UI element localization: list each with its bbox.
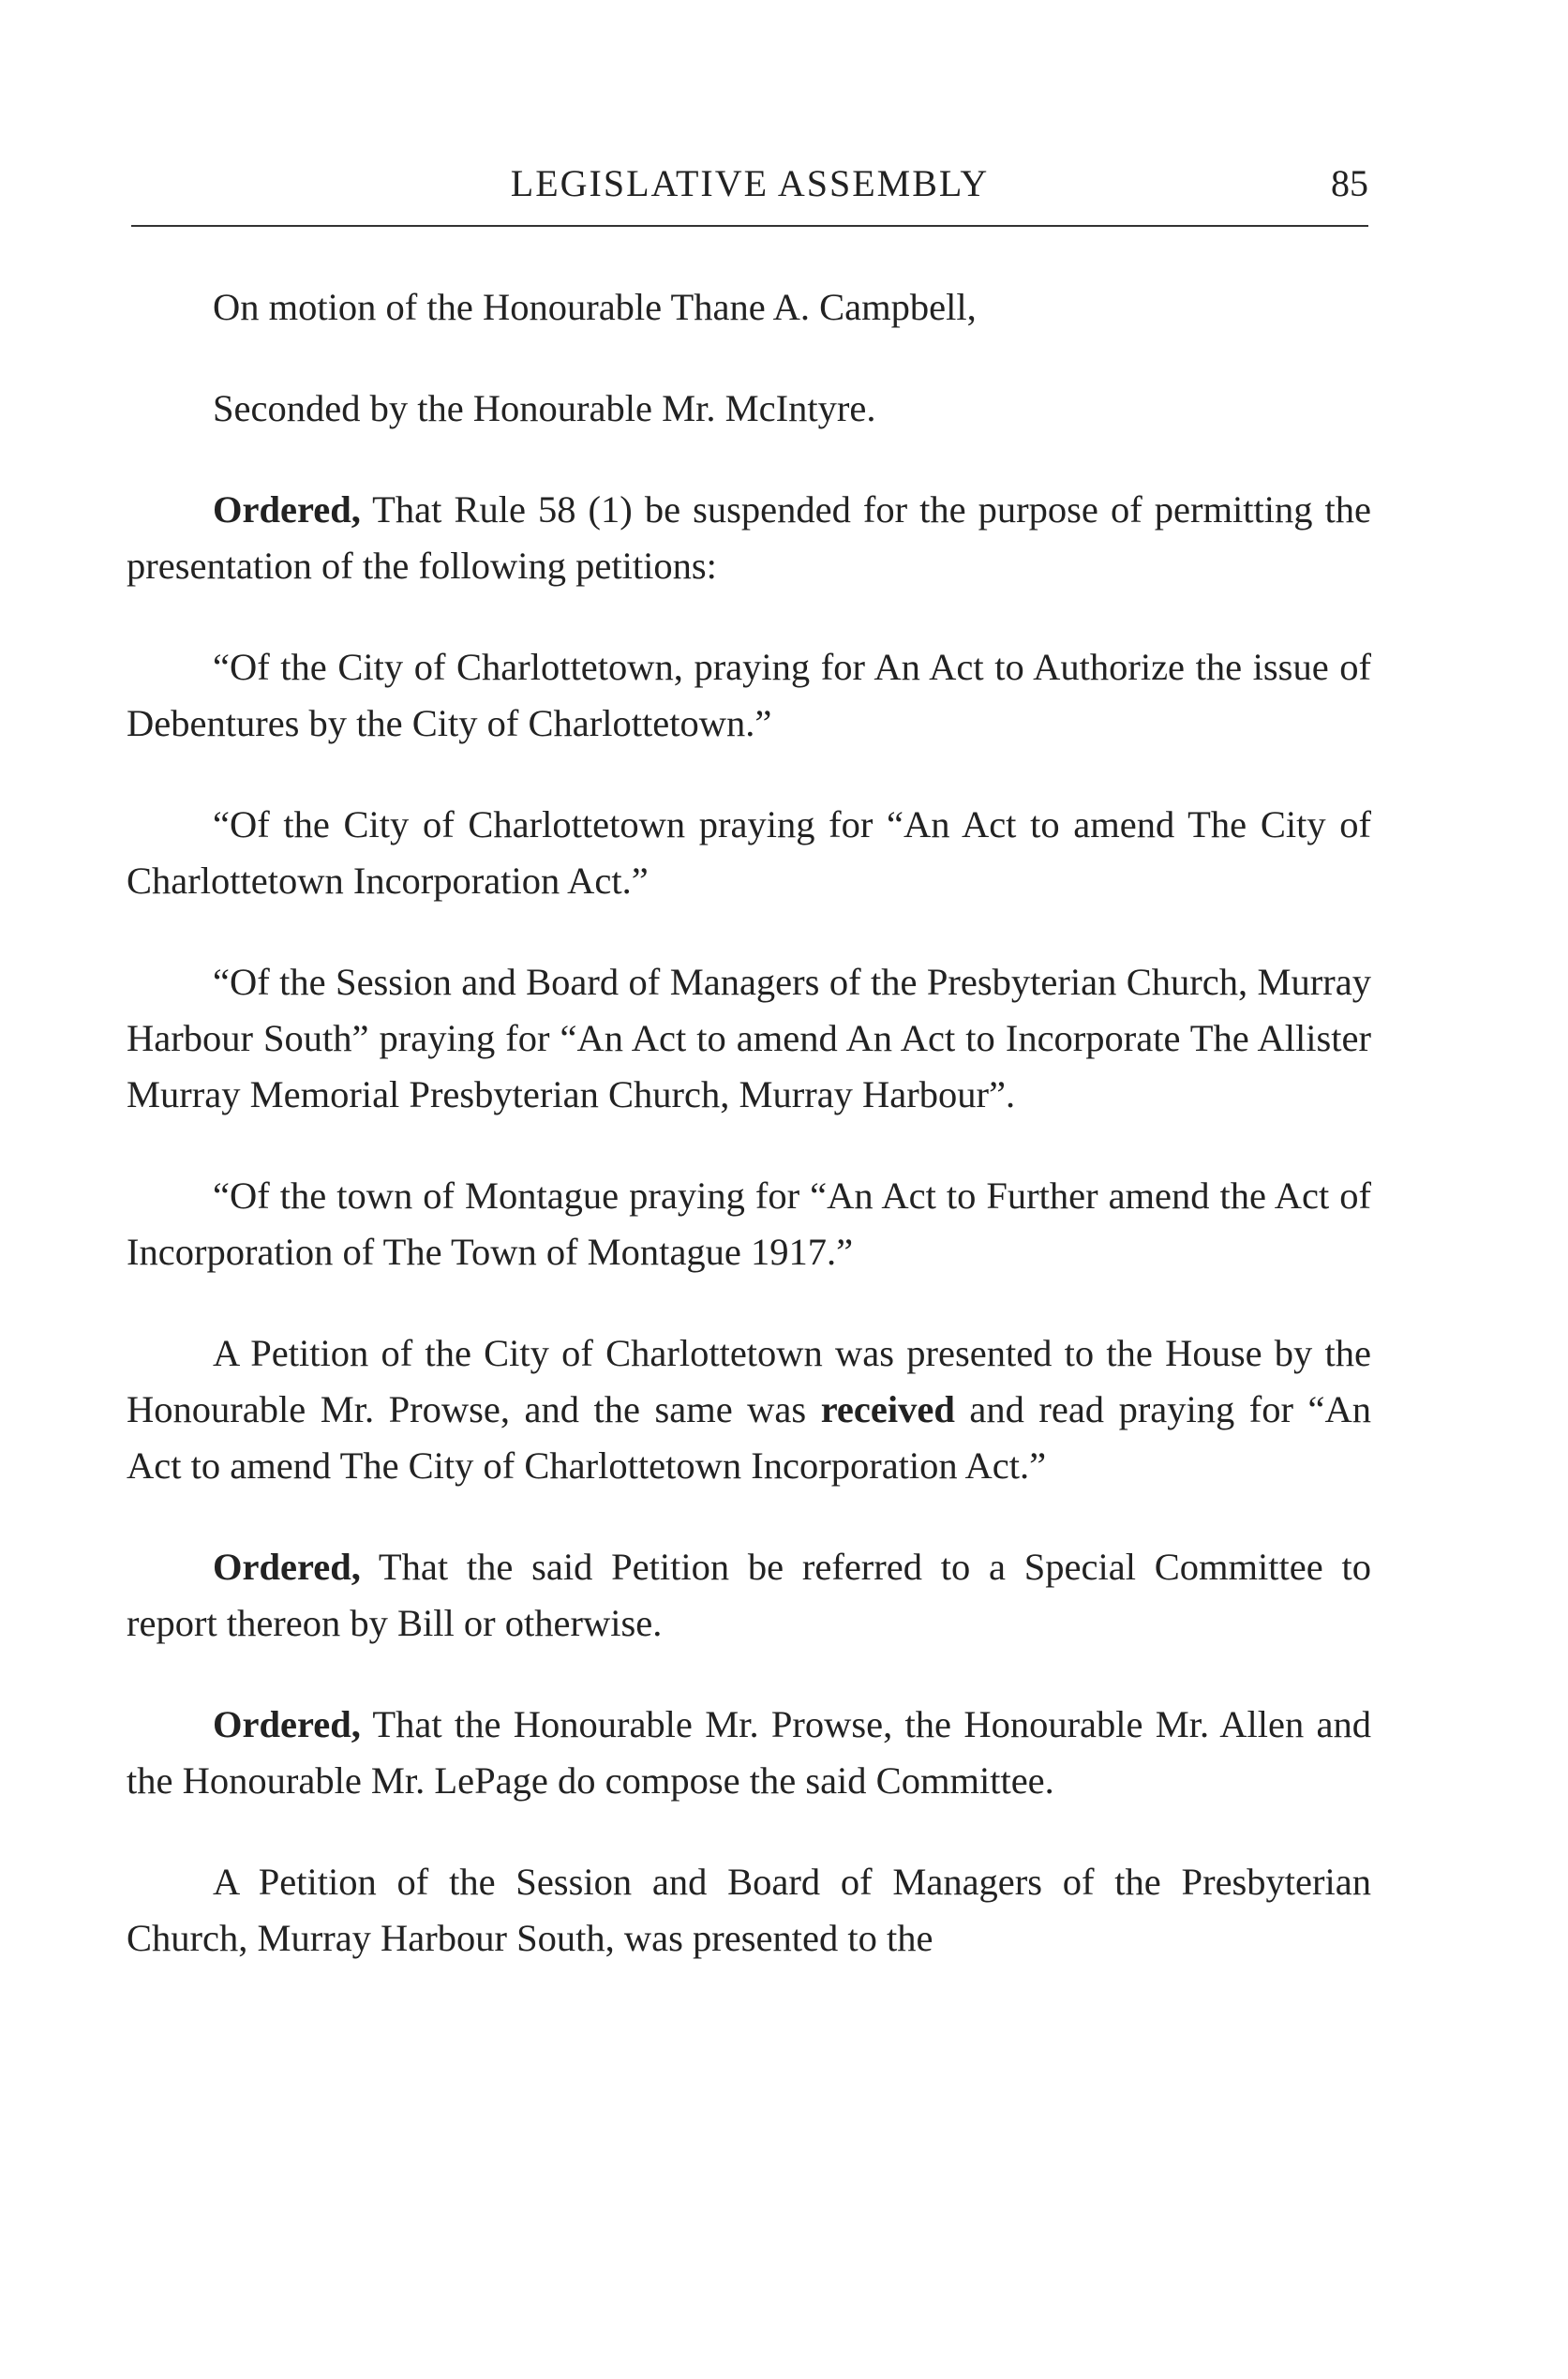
paragraph-text: A Petition of the Session and Board of Managers of the Presbyterian Church, Murray Harbour South, was presented to the (127, 1861, 1371, 1959)
paragraph-text: Seconded by the Honourable Mr. McIntyre. (213, 387, 876, 429)
running-head (131, 157, 1368, 214)
paragraph-seconded (127, 381, 1371, 437)
received-emphasis: received (820, 1388, 955, 1430)
paragraph-text: “Of the City of Charlottetown praying for “An Act to amend The City of Charlottetown Incorporation Act.” (127, 803, 1371, 902)
page-number: 85 (1331, 162, 1368, 204)
paragraph-text: On motion of the Honourable Thane A. Campbell, (213, 286, 977, 328)
paragraph-petition-received (127, 1325, 1371, 1494)
paragraph-text-tail: and read praying for “An Act to amend The City of Charlottetown Incorporation Act.” (127, 1388, 1372, 1487)
paragraph-petition-debentures (127, 639, 1371, 752)
paragraph-text: That the Honourable Mr. Prowse, the Honourable Mr. Allen and the Honourable Mr. LePage do compose the said Committee. (127, 1703, 1371, 1802)
paragraph-motion (127, 279, 1371, 336)
paragraph-text: “Of the Session and Board of Managers of the Presbyterian Church, Murray Harbour South” praying for “An Act to amend An Act to Incorporate The Allister Murray Memorial Presbyterian Church, Murray Harbour”. (127, 961, 1371, 1115)
body-text (127, 279, 1371, 2012)
paragraph-text: That Rule 58 (1) be suspended for the purpose of permitting the presentation of the following petitions: (127, 488, 1371, 587)
paragraph-petition-incorporation (127, 797, 1371, 909)
paragraph-text: A Petition of the City of Charlottetown was presented to the House by the Honourable Mr. Prowse, and the same was (127, 1332, 1371, 1430)
paragraph-text: “Of the town of Montague praying for “An Act to Further amend the Act of Incorporation of The Town of Montague 1917.” (127, 1175, 1371, 1273)
paragraph-petition-presbyterian (127, 954, 1371, 1123)
paragraph-order-refer-committee (127, 1539, 1371, 1652)
paragraph-petition-presbyterian-presented (127, 1854, 1371, 1967)
paragraph-order-compose-committee (127, 1697, 1371, 1809)
paragraph-text: That the said Petition be referred to a Special Committee to report thereon by Bill or otherwise. (127, 1546, 1371, 1644)
ordered-lead: Ordered, (213, 488, 361, 531)
paragraph-order-suspend-rule (127, 482, 1371, 594)
header-rule (131, 225, 1368, 227)
paragraph-petition-montague (127, 1168, 1371, 1280)
ordered-lead: Ordered, (213, 1546, 361, 1588)
ordered-lead: Ordered, (213, 1703, 361, 1745)
running-title: LEGISLATIVE ASSEMBLY (510, 162, 990, 204)
paragraph-text: “Of the City of Charlottetown, praying for An Act to Authorize the issue of Debentures by the City of Charlottetown.” (127, 646, 1371, 744)
